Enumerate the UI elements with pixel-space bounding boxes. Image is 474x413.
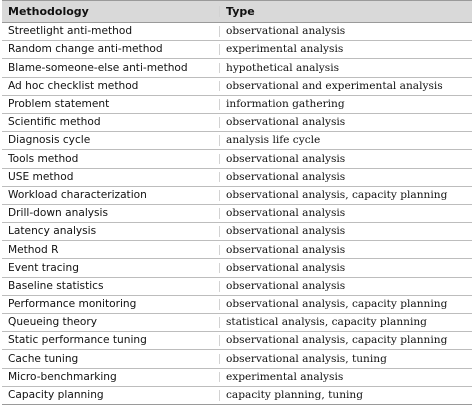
type-cell: information gathering bbox=[226, 99, 345, 110]
table-row bbox=[2, 223, 472, 241]
methodology-cell: Micro-benchmarking bbox=[2, 372, 220, 383]
methodology-cell: Event tracing bbox=[2, 263, 220, 274]
type-cell: observational and experimental analysis bbox=[226, 80, 443, 92]
table-row bbox=[2, 96, 472, 114]
header-type: Type bbox=[226, 6, 255, 17]
methodology-cell: Diagnosis cycle bbox=[2, 135, 220, 146]
methodology-cell: Baseline statistics bbox=[2, 281, 220, 292]
type-cell: observational analysis bbox=[226, 244, 346, 256]
header-methodology: Methodology bbox=[2, 6, 220, 17]
table-row bbox=[2, 23, 472, 41]
type-cell: experimental analysis bbox=[226, 371, 344, 383]
methodology-cell: Performance monitoring bbox=[2, 299, 220, 310]
type-cell: observational analysis, capacity planning bbox=[226, 189, 448, 201]
table-row bbox=[2, 169, 472, 187]
methodology-cell: Capacity planning bbox=[2, 390, 220, 401]
table-row bbox=[2, 241, 472, 259]
methodology-cell: Method R bbox=[2, 245, 220, 256]
type-cell: hypothetical analysis bbox=[226, 62, 340, 74]
type-cell: observational analysis bbox=[226, 117, 346, 128]
type-cell: observational analysis bbox=[226, 153, 346, 165]
type-cell: capacity planning, tuning bbox=[226, 390, 364, 401]
type-cell: statistical analysis, capacity planning bbox=[226, 317, 427, 328]
methodology-table bbox=[2, 0, 472, 405]
type-cell: observational analysis bbox=[226, 262, 346, 274]
table-body bbox=[2, 23, 472, 405]
type-cell: observational analysis, capacity planning bbox=[226, 299, 448, 310]
table-row bbox=[2, 187, 472, 205]
methodology-cell: Workload characterization bbox=[2, 190, 220, 201]
table-row bbox=[2, 114, 472, 132]
methodology-cell: Blame-someone-else anti-method bbox=[2, 63, 220, 74]
table-row bbox=[2, 369, 472, 387]
table-row bbox=[2, 132, 472, 150]
table-row bbox=[2, 314, 472, 332]
table-row bbox=[2, 41, 472, 59]
table-row bbox=[2, 296, 472, 314]
type-cell: observational analysis bbox=[226, 208, 346, 219]
type-cell: observational analysis, tuning bbox=[226, 353, 387, 365]
methodology-cell: Static performance tuning bbox=[2, 335, 220, 346]
methodology-cell: Drill-down analysis bbox=[2, 208, 220, 219]
type-cell: experimental analysis bbox=[226, 44, 344, 56]
methodology-cell: Random change anti-method bbox=[2, 44, 220, 55]
methodology-cell: Scientific method bbox=[2, 117, 220, 128]
methodology-cell: Tools method bbox=[2, 154, 220, 165]
methodology-cell: Ad hoc checklist method bbox=[2, 81, 220, 92]
type-cell: analysis life cycle bbox=[226, 135, 321, 147]
type-cell: observational analysis bbox=[226, 171, 346, 183]
table-row bbox=[2, 278, 472, 296]
table-row bbox=[2, 150, 472, 168]
methodology-cell: USE method bbox=[2, 172, 220, 183]
methodology-cell: Queueing theory bbox=[2, 317, 220, 328]
methodology-cell: Problem statement bbox=[2, 99, 220, 110]
type-cell: observational analysis bbox=[226, 26, 346, 37]
table-row bbox=[2, 350, 472, 368]
table-header-row bbox=[2, 1, 472, 23]
table-row bbox=[2, 205, 472, 223]
type-cell: observational analysis bbox=[226, 280, 346, 292]
table-row bbox=[2, 78, 472, 96]
type-cell: observational analysis, capacity planning bbox=[226, 335, 448, 347]
methodology-cell: Cache tuning bbox=[2, 354, 220, 365]
table-row bbox=[2, 59, 472, 77]
table-row bbox=[2, 387, 472, 405]
type-cell: observational analysis bbox=[226, 226, 346, 237]
methodology-cell: Latency analysis bbox=[2, 226, 220, 237]
methodology-cell: Streetlight anti-method bbox=[2, 26, 220, 37]
table-row bbox=[2, 332, 472, 350]
table-row bbox=[2, 259, 472, 277]
